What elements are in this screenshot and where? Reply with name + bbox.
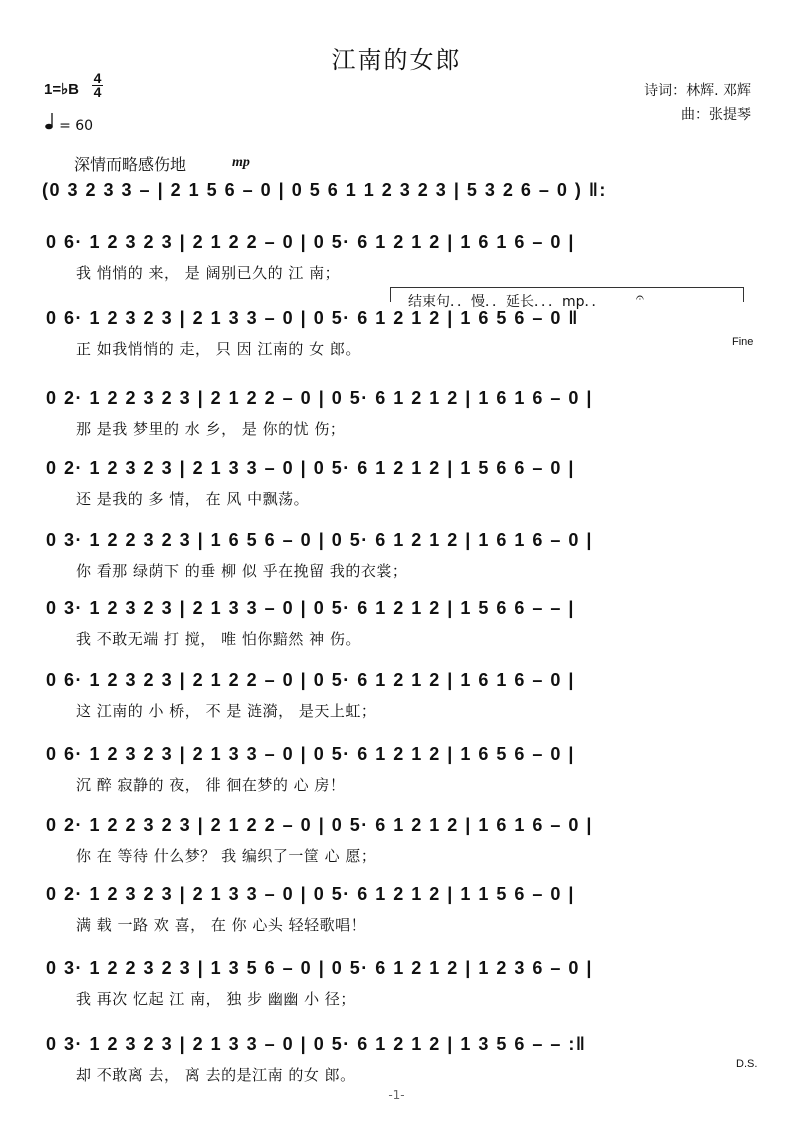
lyrics-row: 满 载 一路 欢 喜， 在 你 心头 轻轻歌唱！ [76,916,367,934]
lyrics-row: 还 是我的 多 情， 在 风 中飘荡。 [76,490,310,508]
key-signature: 1=♭B [44,81,80,98]
dynamic-marking: mp [232,155,250,170]
fine-marking: Fine [732,336,754,348]
lyrics-row: 你 看那 绿荫下 的垂 柳 似 乎在挽留 我的衣裳； [76,562,408,580]
lyrics-row: 我 不敢无端 打 搅， 唯 怕你黯然 神 伤。 [76,630,361,648]
lyricist: 诗词：林辉. 邓辉 [644,83,751,99]
tempo-marking [44,112,93,134]
notation-row: 0 3· 1 2 2 3 2 3 | 1 3 5 6 – 0 | 0 5· 6 1 2 1 2 | 1 2 3 6 – 0 | [46,958,593,978]
song-title: 江南的女郎 [331,46,462,74]
lyrics-row: 我 悄悄的 来， 是 阔别已久的 江 南； [76,264,341,282]
lyrics-row: 我 再次 忆起 江 南， 独 步 幽幽 小 径； [76,990,356,1008]
time-signature-top: 4 [93,70,102,86]
notation-row: 0 2· 1 2 3 2 3 | 2 1 3 3 – 0 | 0 5· 6 1 2 1 2 | 1 5 6 6 – 0 | [46,458,575,478]
tempo-value: = 60 [59,118,94,134]
notation-row: 0 2· 1 2 3 2 3 | 2 1 3 3 – 0 | 0 5· 6 1 2 1 2 | 1 1 5 6 – 0 | [46,884,575,904]
notation-row: 0 6· 1 2 3 2 3 | 2 1 3 3 – 0 | 0 5· 6 1 2 1 2 | 1 6 5 6 – 0 ‖ [46,308,579,328]
notation-row: 0 6· 1 2 3 2 3 | 2 1 2 2 – 0 | 0 5· 6 1 2 1 2 | 1 6 1 6 – 0 | [46,670,575,690]
notation-row: 0 2· 1 2 2 3 2 3 | 2 1 2 2 – 0 | 0 5· 6 1 2 1 2 | 1 6 1 6 – 0 | [46,815,593,835]
time-signature-bottom: 4 [93,84,102,100]
expression-marking: 深情而略感伤地 [74,155,187,174]
lyrics-row: 正 如我悄悄的 走， 只 因 江南的 女 郎。 [76,340,361,358]
page-number: -1- [388,1088,405,1102]
lyrics-row: 那 是我 梦里的 水 乡， 是 你的忧 伤； [76,420,346,438]
composer: 曲：张提琴 [681,107,751,123]
time-signature [92,72,103,99]
notation-row: 0 3· 1 2 2 3 2 3 | 1 6 5 6 – 0 | 0 5· 6 1 2 1 2 | 1 6 1 6 – 0 | [46,530,593,550]
quarter-note-icon [44,112,54,134]
lyrics-row: 沉 醉 寂静的 夜， 徘 徊在梦的 心 房！ [76,776,346,794]
lyrics-row: 却 不敢离 去， 离 去的是江南 的女 郎。 [76,1066,356,1084]
dal-segno-marking: D.S. [736,1058,758,1070]
notation-row: 0 2· 1 2 2 3 2 3 | 2 1 2 2 – 0 | 0 5· 6 1 2 1 2 | 1 6 1 6 – 0 | [46,388,593,408]
ending-note: 结束句．．慢．．延长．．．mp．． [408,294,606,310]
lyrics-row: 这 江南的 小 桥， 不 是 涟漪， 是天上虹； [76,702,377,720]
notation-row: 0 6· 1 2 3 2 3 | 2 1 3 3 – 0 | 0 5· 6 1 2 1 2 | 1 6 5 6 – 0 | [46,744,575,764]
fermata-icon: 𝄐 [636,290,644,306]
notation-row: 0 3· 1 2 3 2 3 | 2 1 3 3 – 0 | 0 5· 6 1 2 1 2 | 1 5 6 6 – – | [46,598,575,618]
notation-row: 0 3· 1 2 3 2 3 | 2 1 3 3 – 0 | 0 5· 6 1 2 1 2 | 1 3 5 6 – – :‖ [46,1034,587,1054]
notation-row: 0 6· 1 2 3 2 3 | 2 1 2 2 – 0 | 0 5· 6 1 2 1 2 | 1 6 1 6 – 0 | [46,232,575,252]
lyrics-row: 你 在 等待 什么梦？ 我 编织了一筐 心 愿； [76,847,377,865]
notation-row-intro: (0 3 2 3 3 – | 2 1 5 6 – 0 | 0 5 6 1 1 2 3 2 3 | 5 3 2 6 – 0 ) ‖: [42,180,607,200]
